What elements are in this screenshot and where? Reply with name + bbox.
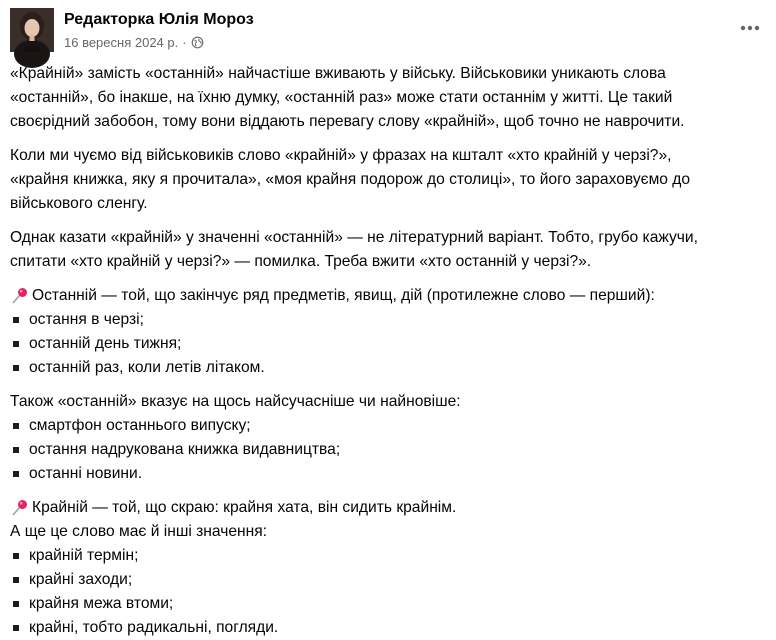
- list-item-text: остання надрукована книжка видавництва;: [29, 441, 341, 458]
- list-item: [10, 592, 766, 616]
- bullet-icon: [13, 423, 19, 429]
- bullet-icon: [13, 365, 19, 371]
- heading-text: Крайній — той, що скраю: крайня хата, він сидить крайнім.: [32, 499, 457, 516]
- list-item-text: остання в черзі;: [29, 311, 144, 328]
- list-item: [10, 414, 766, 438]
- text-line: «Крайній» замість «останній» найчастіше вживають у війську. Військовики уникають слова: [10, 65, 666, 82]
- globe-icon[interactable]: [191, 36, 204, 49]
- bullet-icon: [13, 625, 19, 631]
- list-item: [10, 308, 766, 332]
- paragraph-3: [10, 226, 766, 274]
- paragraph-2: [10, 144, 766, 216]
- list-item: [10, 356, 766, 380]
- list-item: [10, 332, 766, 356]
- list-item: [10, 568, 766, 592]
- spacer: [10, 486, 766, 496]
- text-line: Однак казати «крайній» у значенні «останній» — не літературний варіант. Тобто, грубо кажучи,: [10, 229, 698, 246]
- text-line: Коли ми чуємо від військовиків слово «крайній» у фразах на кшталт «хто крайній у черзі?»,: [10, 147, 672, 164]
- more-options-icon[interactable]: [738, 18, 762, 38]
- section-heading: [10, 390, 766, 414]
- round-pushpin-icon: [10, 287, 30, 305]
- section-heading: [10, 496, 766, 520]
- section-newest: [10, 390, 766, 486]
- bullet-icon: [13, 553, 19, 559]
- bullet-icon: [13, 601, 19, 607]
- author-name[interactable]: Редакторка Юлія Мороз: [64, 11, 254, 28]
- paragraph-1: [10, 62, 766, 134]
- list-item-text: крайні заходи;: [29, 571, 133, 588]
- list-item-text: останній день тижня;: [29, 335, 182, 352]
- list-item-text: крайні, тобто радикальні, погляди.: [29, 619, 279, 636]
- list-item-text: крайня межа втоми;: [29, 595, 174, 612]
- bullet-icon: [13, 471, 19, 477]
- heading-text: Також «останній» вказує на щось найсучасніше чи найновіше:: [10, 393, 461, 410]
- section-subheading: [10, 520, 766, 544]
- text-line: «крайня книжка, яку я прочитала», «моя крайня подорож до столиці», то його зараховуємо до: [10, 171, 691, 188]
- list-item: [10, 616, 766, 640]
- text-line: «останній», бо інакше, на їхню думку, «останній раз» може стати останнім у житті. Це такий: [10, 89, 673, 106]
- list-item: [10, 438, 766, 462]
- list-item: [10, 544, 766, 568]
- post-date[interactable]: 16 вересня 2024 р.: [64, 35, 179, 50]
- bullet-icon: [13, 341, 19, 347]
- list-item-text: смартфон останнього випуску;: [29, 417, 251, 434]
- section-ostanniy: [10, 284, 766, 380]
- bullet-icon: [13, 577, 19, 583]
- subheading-text: А ще це слово має й інші значення:: [10, 523, 268, 540]
- post-body: [10, 62, 766, 640]
- bullet-icon: [13, 317, 19, 323]
- bullet-icon: [13, 447, 19, 453]
- text-line: спитати «хто крайній у черзі?» — помилка. Треба вжити «хто останній у черзі?».: [10, 253, 592, 270]
- round-pushpin-icon: [10, 499, 30, 517]
- list-item-text: останній раз, коли летів літаком.: [29, 359, 265, 376]
- list-item: [10, 462, 766, 486]
- heading-text: Останній — той, що закінчує ряд предметів, явищ, дій (протилежне слово — перший):: [32, 287, 655, 304]
- section-heading: [10, 284, 766, 308]
- post-meta: [64, 35, 204, 50]
- avatar[interactable]: [10, 8, 54, 52]
- post-header: [10, 8, 766, 56]
- text-line: військового сленгу.: [10, 195, 148, 212]
- section-krainiy: [10, 496, 766, 640]
- meta-separator: ·: [182, 35, 187, 50]
- list-item-text: останні новини.: [29, 465, 143, 482]
- spacer: [10, 380, 766, 390]
- list-item-text: крайній термін;: [29, 547, 139, 564]
- text-line: своєрідний забобон, тому вони віддають перевагу слову «крайній», щоб точно не наврочити.: [10, 113, 685, 130]
